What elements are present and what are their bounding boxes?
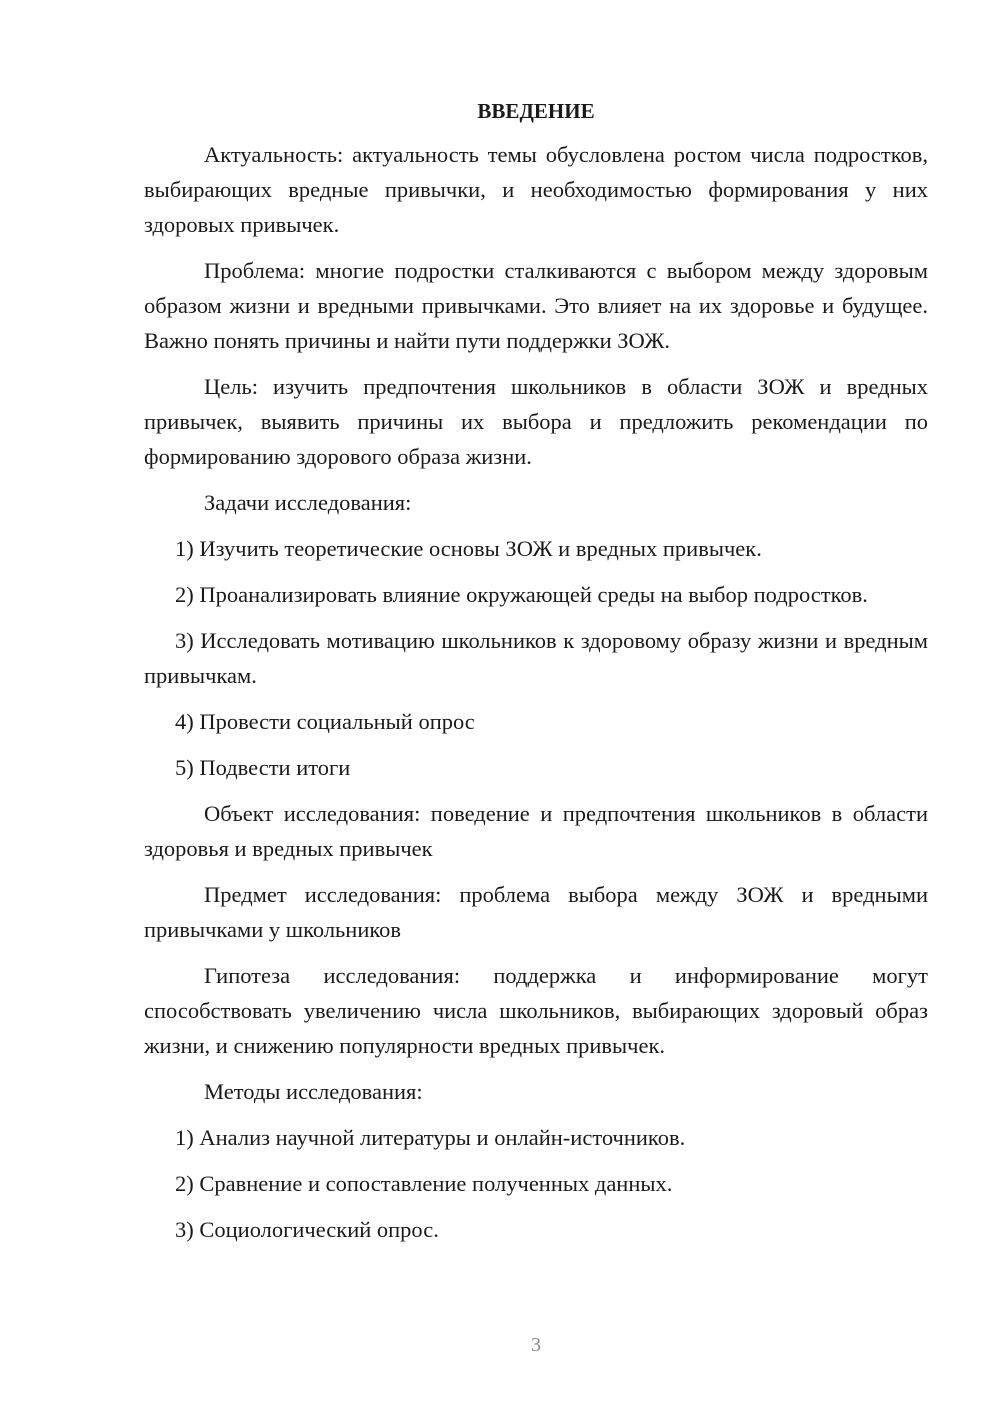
object-paragraph: Объект исследования: поведение и предпочтения школьников в области здоровья и вредных привычек xyxy=(144,801,928,861)
page-number: 3 xyxy=(531,1334,541,1356)
tasks-label: Задачи исследования: xyxy=(204,490,412,515)
relevance-paragraph: Актуальность: актуальность темы обусловлена ростом числа подростков, выбирающих вредные привычки, и необходимостью формирования у них здоровых привычек. xyxy=(144,142,928,237)
method-item: 1) Анализ научной литературы и онлайн-источников. xyxy=(175,1125,686,1150)
task-item: 3) Исследовать мотивацию школьников к здоровому образу жизни и вредным привычкам. xyxy=(144,628,928,688)
hypothesis-paragraph: Гипотеза исследования: поддержка и информирование могут способствовать увеличению числа школьников, выбирающих здоровый образ жизни, и снижению популярности вредных привычек. xyxy=(144,963,928,1058)
task-item: 4) Провести социальный опрос xyxy=(175,709,475,734)
document-body xyxy=(144,96,928,1258)
problem-paragraph: Проблема: многие подростки сталкиваются с выбором между здоровым образом жизни и вредными привычками. Это влияет на их здоровье и будущее. Важно понять причины и найти пути поддержки ЗОЖ. xyxy=(144,258,928,353)
method-item: 2) Сравнение и сопоставление полученных данных. xyxy=(175,1171,673,1196)
task-item: 1) Изучить теоретические основы ЗОЖ и вредных привычек. xyxy=(175,536,762,561)
method-item: 3) Социологический опрос. xyxy=(175,1217,439,1242)
section-title: ВВЕДЕНИЕ xyxy=(477,99,595,123)
methods-label: Методы исследования: xyxy=(204,1079,423,1104)
task-item: 5) Подвести итоги xyxy=(175,755,351,780)
task-item: 2) Проанализировать влияние окружающей среды на выбор подростков. xyxy=(175,582,868,607)
goal-paragraph: Цель: изучить предпочтения школьников в области ЗОЖ и вредных привычек, выявить причины их выбора и предложить рекомендации по формированию здорового образа жизни. xyxy=(144,374,928,469)
subject-paragraph: Предмет исследования: проблема выбора между ЗОЖ и вредными привычками у школьников xyxy=(144,882,928,942)
